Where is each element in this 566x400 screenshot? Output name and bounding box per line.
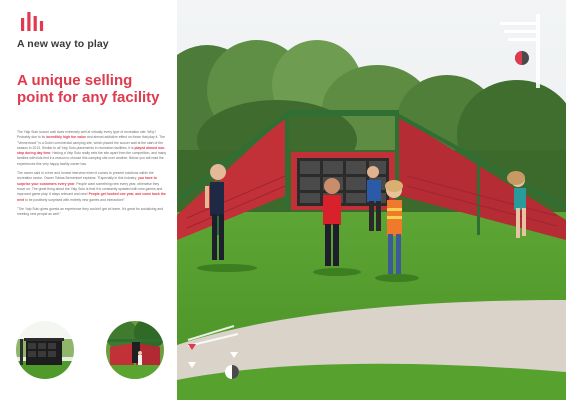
brand-bars-icon — [19, 10, 49, 32]
stripe-arrows-icon — [182, 322, 242, 384]
highlight-text: incredibly high fun value — [46, 135, 86, 140]
section-kicker: A new way to play — [17, 38, 109, 50]
highlight-text: People get hooked one year, and come back the next — [17, 192, 166, 202]
body-text-run: The Yalp Sutu soccer wall does extremely well at virtually every type of recreation site. Why? Probably due to its — [17, 130, 156, 140]
body-text-run: . Having a Yalp Sutu really sets the site apart from the competition, and many families with kids find it a reason to choose this camping site over another. Below you will read the experiences this very happy facility owner has. — [17, 151, 167, 166]
semicircle-mark-icon — [515, 51, 529, 65]
thumbnail-soccer-wall-front — [16, 321, 74, 379]
page-heading: A unique selling point for any facility — [17, 72, 160, 106]
article-paragraph — [17, 130, 167, 167]
body-text-run: The owner said in a free and honest interview when it comes to present solutions within the recreation sector. Owner Tobias Bernenloef explains: "Especially in this industry, — [17, 171, 154, 181]
stripe-arrows-icon — [500, 14, 544, 88]
body-text-run: "The Yalp Sutu gives guests an experience they couldn't get at home. It's great for socializing and meeting new people as well." — [17, 206, 163, 217]
body-text-run: and almost addictive effect on those that play it. The "Vennemood" is a Dutch commercial camping site, which placed the soccer wall at the start of the season in 2013. Similar to all Yalp Sutu placements in recreation facilities, it is — [17, 135, 166, 150]
text-column — [0, 0, 177, 400]
article-body — [17, 130, 167, 221]
body-text-run: . People want something new every year, otherwise they move on. The great thing about the Yalp Sutu is that it is constantly updated with new games and improved game play. It stays relevant and new! — [17, 181, 163, 197]
highlight-text: you have to surprise your customers every year — [17, 176, 157, 186]
article-paragraph — [17, 207, 167, 218]
thumbnail-soccer-wall-side — [106, 321, 164, 379]
article-paragraph — [17, 171, 167, 203]
body-text-run: to be positively surprised with entirely new games and interaction!" — [23, 197, 125, 202]
highlight-text: played almost non-stop during day time — [17, 145, 166, 156]
